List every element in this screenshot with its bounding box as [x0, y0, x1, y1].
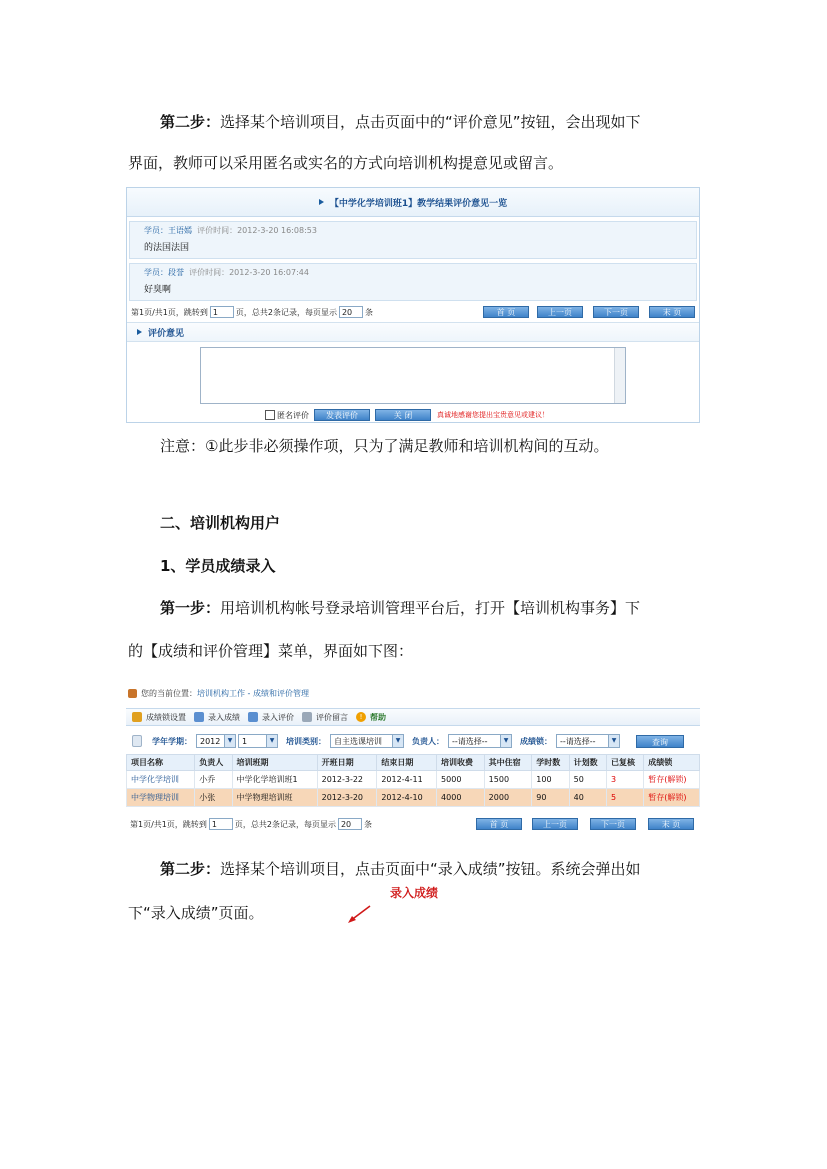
evaluation-textarea[interactable] [200, 347, 626, 404]
home-icon [128, 689, 137, 698]
column-header: 成绩锁 [644, 755, 700, 771]
lock-select[interactable]: --请选择-- ▼ [556, 734, 620, 748]
section-heading: 二、培训机构用户 [160, 514, 281, 532]
owner-select[interactable]: --请选择-- ▼ [448, 734, 512, 748]
comment-item: 学员：王语嫣 评价时间：2012-3-20 16:08:53 的法国法国 [129, 221, 697, 259]
evaluation-screenshot [126, 187, 700, 423]
table-row[interactable] [127, 789, 700, 807]
pagination: 第1页/共1页，跳转到 1 页，总共2条记录，每页显示 20 条 [130, 819, 372, 829]
type-select[interactable]: 自主选课培训 ▼ [330, 734, 404, 748]
step1-paragraph: 第一步：用培训机构帐号登录培训管理平台后，打开【培训机构事务】下 [160, 599, 641, 617]
chevron-down-icon: ▼ [266, 735, 277, 747]
column-header: 负责人 [195, 755, 232, 771]
enter-score-button[interactable]: 录入成绩 [194, 712, 240, 723]
edit-icon [194, 712, 204, 722]
column-header: 其中住宿 [484, 755, 532, 771]
table-row[interactable] [127, 771, 700, 789]
cell: 2012-3-20 [317, 789, 377, 807]
cell: 小乔 [195, 771, 232, 789]
scrollbar[interactable] [614, 348, 625, 403]
filter-bar: 学年学期： 2012 ▼ 1 ▼ 培训类别： 自主选课培训 ▼ 负责人： --请选择-- ▼ 成绩锁： --请选择-- ▼ 查询 [126, 730, 700, 752]
cell: 50 [569, 771, 606, 789]
page-jump-input[interactable]: 1 [210, 306, 234, 318]
cell: 2012-4-11 [377, 771, 437, 789]
cell: 2000 [484, 789, 532, 807]
column-header: 计划数 [569, 755, 606, 771]
evaluation-actions: 匿名评价 发表评价 关 闭 真诚地感谢您提出宝贵意见或建议！ [265, 408, 549, 422]
note-icon [302, 712, 312, 722]
next-page-button[interactable]: 下一页 [593, 306, 639, 318]
annotation-label: 录入成绩 [390, 886, 439, 900]
project-name-link[interactable]: 中学化学培训 [127, 771, 195, 789]
subsection-heading: 1、学员成绩录入 [160, 557, 276, 575]
help-button[interactable]: ! 帮助 [356, 712, 386, 723]
help-icon: ! [356, 712, 366, 722]
last-page-button[interactable]: 末 页 [649, 306, 695, 318]
first-page-button[interactable]: 首 页 [483, 306, 529, 318]
step2b-paragraph: 第二步：选择某个培训项目，点击页面中“录入成绩”按钮。系统会弹出如 [160, 860, 641, 878]
evaluation-list-title: 【中学化学培训班1】教学结果评价意见一览 [127, 188, 699, 217]
cell: 90 [532, 789, 569, 807]
pagination: 第1页/共1页，跳转到 1 页，总共2条记录，每页显示 20 条 [131, 307, 373, 317]
cell: 中学化学培训班1 [232, 771, 317, 789]
first-page-button[interactable]: 首 页 [476, 818, 522, 830]
cell: 中学物理培训班 [232, 789, 317, 807]
document-icon [132, 735, 142, 747]
score-lock-link[interactable]: 暂存(解锁) [644, 771, 700, 789]
page-size-input[interactable]: 20 [338, 818, 362, 830]
step2b-paragraph-cont: 下“录入成绩”页面。 [128, 904, 264, 922]
triangle-icon [319, 199, 324, 205]
column-header: 学时数 [532, 755, 569, 771]
evaluation-message-button[interactable]: 评价留言 [302, 712, 348, 723]
next-page-button[interactable]: 下一页 [590, 818, 636, 830]
triangle-icon [137, 329, 142, 335]
arrow-icon [346, 904, 372, 924]
submit-evaluation-button[interactable]: 发表评价 [314, 409, 370, 421]
cell: 40 [569, 789, 606, 807]
year-select[interactable]: 2012 ▼ [196, 734, 236, 748]
chevron-down-icon: ▼ [608, 735, 619, 747]
thanks-tip: 真诚地感谢您提出宝贵意见或建议！ [437, 411, 549, 419]
step2-paragraph-cont: 界面，教师可以采用匿名或实名的方式向培训机构提意见或留言。 [128, 154, 564, 172]
cell: 5 [606, 789, 643, 807]
lock-icon [132, 712, 142, 722]
score-management-screenshot [126, 684, 700, 836]
cell: 3 [606, 771, 643, 789]
column-header: 结束日期 [377, 755, 437, 771]
cell: 2012-4-10 [377, 789, 437, 807]
enter-evaluation-button[interactable]: 录入评价 [248, 712, 294, 723]
table-header-row [127, 755, 700, 771]
edit-icon [248, 712, 258, 722]
query-button[interactable]: 查询 [636, 735, 684, 748]
column-header: 培训收费 [437, 755, 485, 771]
evaluation-section-header: 评价意见 [127, 322, 699, 342]
score-lock-link[interactable]: 暂存(解锁) [644, 789, 700, 807]
lock-settings-button[interactable]: 成绩锁设置 [132, 712, 186, 723]
anonymous-checkbox[interactable] [265, 410, 275, 420]
comment-item: 学员：段誉 评价时间：2012-3-20 16:07:44 好臭啊 [129, 263, 697, 301]
project-name-link[interactable]: 中学物理培训 [127, 789, 195, 807]
project-table [126, 754, 700, 807]
chevron-down-icon: ▼ [392, 735, 403, 747]
column-header: 开班日期 [317, 755, 377, 771]
cell: 小张 [195, 789, 232, 807]
note-paragraph: 注意：①此步非必须操作项，只为了满足教师和培训机构间的互动。 [160, 437, 609, 455]
term-select[interactable]: 1 ▼ [238, 734, 278, 748]
column-header: 已复核 [606, 755, 643, 771]
step1-paragraph-cont: 的【成绩和评价管理】菜单，界面如下图： [128, 642, 414, 660]
page-size-input[interactable]: 20 [339, 306, 363, 318]
cell: 100 [532, 771, 569, 789]
cell: 4000 [437, 789, 485, 807]
prev-page-button[interactable]: 上一页 [537, 306, 583, 318]
step2-paragraph: 第二步：选择某个培训项目，点击页面中的“评价意见”按钮，会出现如下 [160, 113, 641, 131]
column-header: 项目名称 [127, 755, 195, 771]
close-button[interactable]: 关 闭 [375, 409, 431, 421]
cell: 2012-3-22 [317, 771, 377, 789]
cell: 1500 [484, 771, 532, 789]
column-header: 培训班期 [232, 755, 317, 771]
cell: 5000 [437, 771, 485, 789]
prev-page-button[interactable]: 上一页 [532, 818, 578, 830]
chevron-down-icon: ▼ [500, 735, 511, 747]
last-page-button[interactable]: 末 页 [648, 818, 694, 830]
page-jump-input[interactable]: 1 [209, 818, 233, 830]
breadcrumb: 您的当前位置： 培训机构工作 - 成绩和评价管理 [128, 686, 309, 700]
chevron-down-icon: ▼ [224, 735, 235, 747]
toolbar [126, 708, 700, 726]
